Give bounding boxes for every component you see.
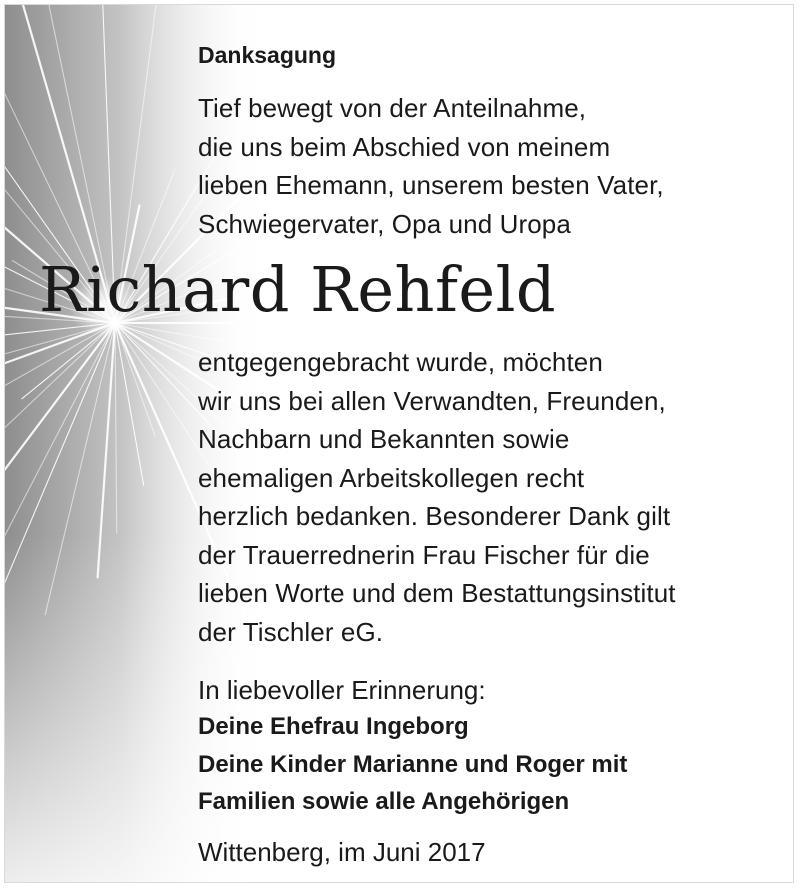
signers-block xyxy=(198,708,627,821)
memory-label: In liebevoller Erinnerung: xyxy=(198,675,486,705)
signer-line: Deine Ehefrau Ingeborg xyxy=(198,713,469,740)
intro-line: Tief bewegt von der Anteilnahme, xyxy=(198,93,587,123)
place-date: Wittenberg, im Juni 2017 xyxy=(198,837,486,867)
intro-line: Schwiegervater, Opa und Uropa xyxy=(198,208,571,239)
signer-line: Familien sowie alle Angehörigen xyxy=(198,788,570,815)
body-line: der Trauerrednerin Frau Fischer für die xyxy=(198,539,650,570)
body-line: entgegengebracht wurde, möchten xyxy=(198,347,603,377)
body-line: Nachbarn und Bekannten sowie xyxy=(198,424,570,454)
notice-frame xyxy=(4,4,794,883)
body-line: lieben Worte und dem Bestattungsinstitut xyxy=(198,578,676,608)
body-paragraph xyxy=(198,343,676,651)
signer-line: Deine Kinder Marianne und Roger mit xyxy=(198,750,628,778)
notice-heading: Danksagung xyxy=(198,42,337,68)
body-line: der Tischler eG. xyxy=(198,616,384,647)
body-line: ehemaligen Arbeitskollegen recht xyxy=(198,462,585,493)
deceased-name: Richard Rehfeld xyxy=(39,253,557,326)
intro-line: lieben Ehemann, unserem besten Vater, xyxy=(198,170,664,200)
intro-line: die uns beim Abschied von meinem xyxy=(198,131,611,162)
intro-paragraph xyxy=(198,89,664,243)
body-line: wir uns bei allen Verwandten, Freunden, xyxy=(198,385,666,416)
notice-content xyxy=(5,5,794,883)
body-line: herzlich bedanken. Besonderer Dank gilt xyxy=(198,501,671,531)
